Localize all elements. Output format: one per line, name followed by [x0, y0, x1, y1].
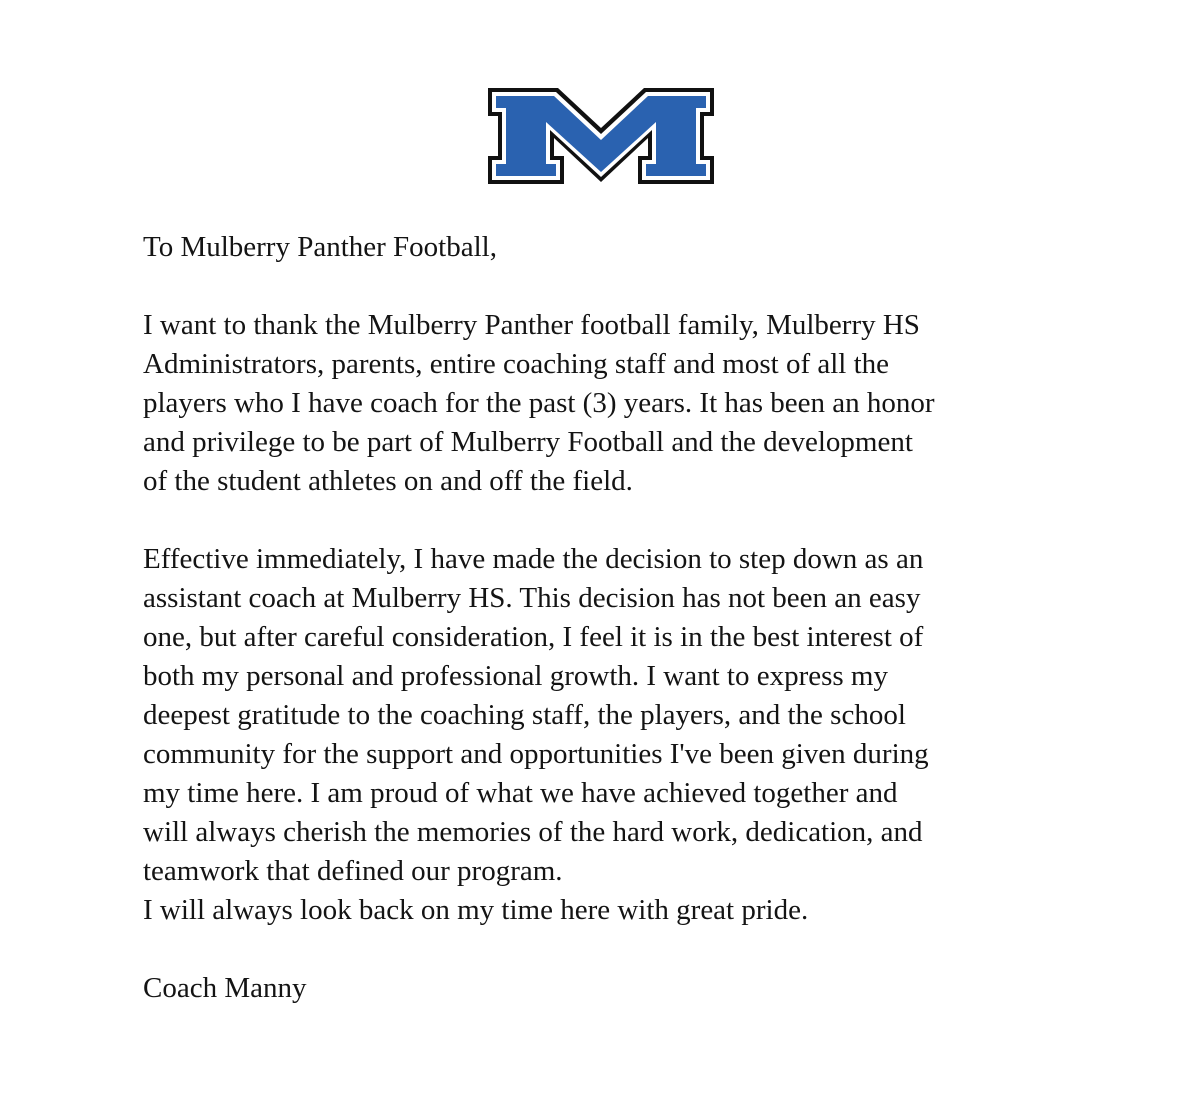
mulberry-m-logo: [486, 86, 716, 186]
paragraph-line: assistant coach at Mulberry HS. This decision has not been an easy: [143, 582, 921, 614]
paragraph-line: will always cherish the memories of the hard work, dedication, and: [143, 816, 923, 848]
paragraph-line: players who I have coach for the past (3) years. It has been an honor: [143, 387, 935, 419]
signature: Coach Manny: [143, 972, 307, 1004]
paragraph-line: deepest gratitude to the coaching staff, the players, and the school: [143, 699, 906, 731]
paragraph-line: teamwork that defined our program.: [143, 855, 563, 887]
paragraph-thanks: [143, 306, 1083, 501]
letter-body: [143, 228, 1083, 1008]
paragraph-line: both my personal and professional growth. I want to express my: [143, 660, 888, 692]
paragraph-line: I want to thank the Mulberry Panther football family, Mulberry HS: [143, 309, 920, 341]
paragraph-line: Administrators, parents, entire coaching staff and most of all the: [143, 348, 890, 380]
paragraph-line: Effective immediately, I have made the decision to step down as an: [143, 543, 924, 575]
paragraph-line: and privilege to be part of Mulberry Football and the development: [143, 426, 913, 458]
salutation: To Mulberry Panther Football,: [143, 231, 497, 263]
paragraph-line: one, but after careful consideration, I feel it is in the best interest of: [143, 621, 924, 653]
paragraph-line: I will always look back on my time here with great pride.: [143, 894, 809, 926]
paragraph-line: of the student athletes on and off the field.: [143, 465, 633, 497]
paragraph-resignation: [143, 540, 1083, 930]
paragraph-line: community for the support and opportunities I've been given during: [143, 738, 929, 770]
paragraph-line: my time here. I am proud of what we have achieved together and: [143, 777, 898, 809]
